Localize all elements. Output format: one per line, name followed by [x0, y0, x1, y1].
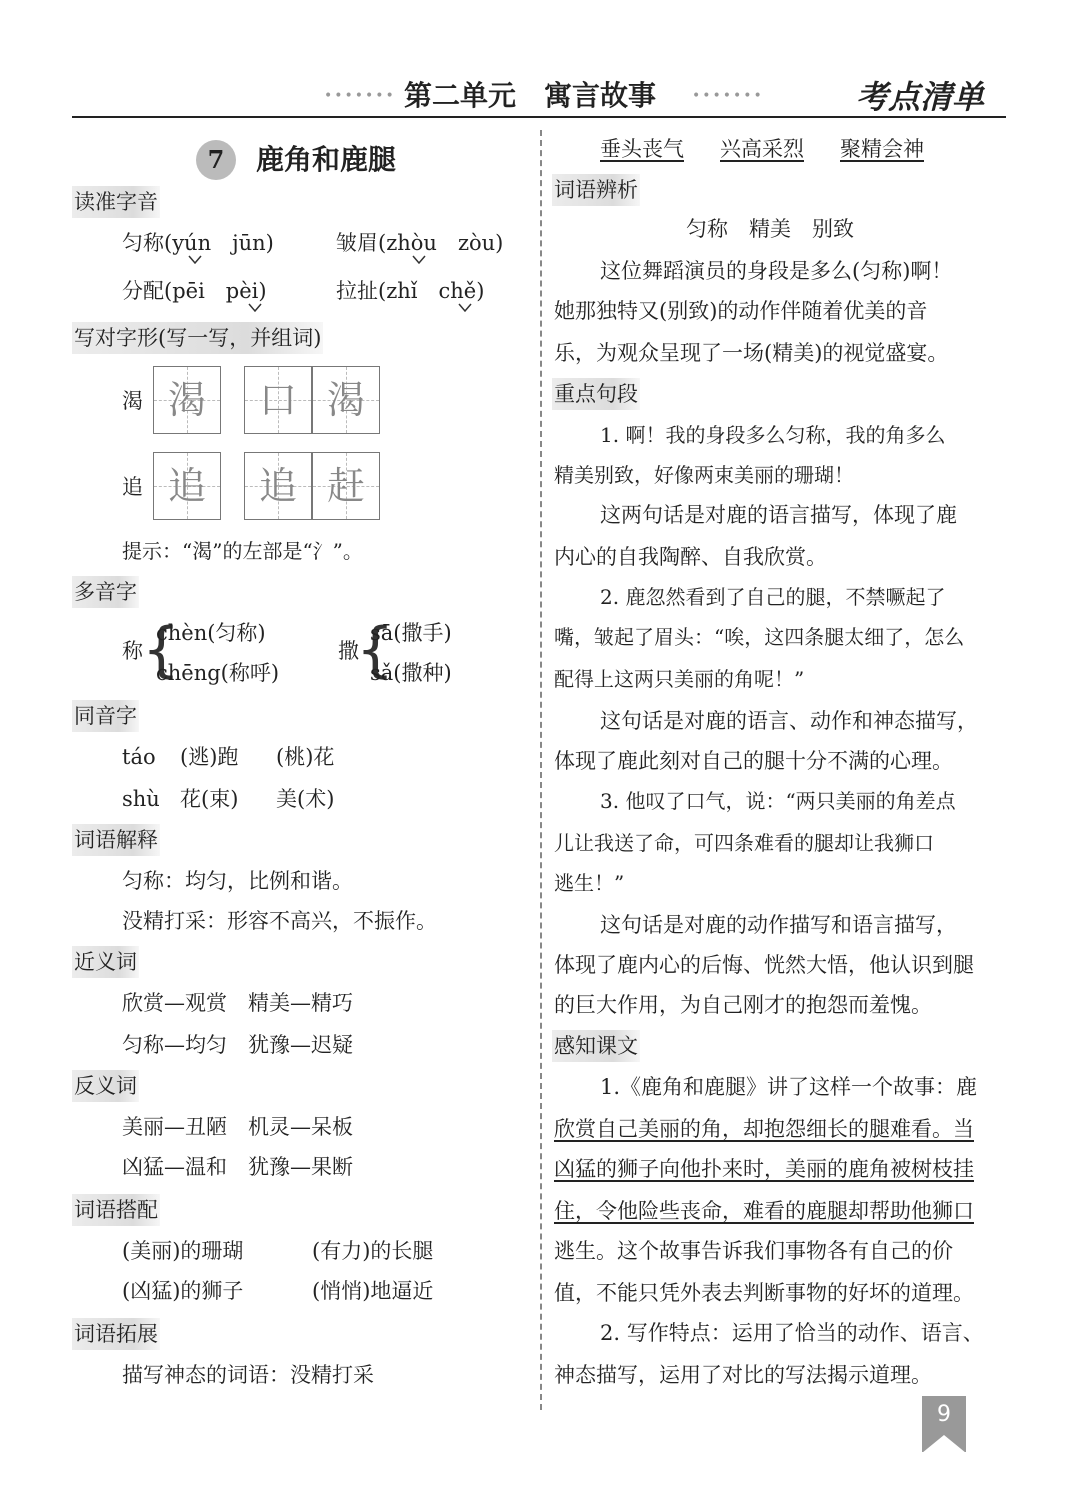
polyphone-char: 称: [122, 639, 143, 663]
collocation-item: (悄悄)地逼近: [312, 1279, 434, 1303]
unit-title: 第二单元 寓言故事: [404, 79, 657, 112]
header-dots-left: •••••••: [324, 88, 396, 104]
brace-icon: {: [142, 615, 181, 685]
pinyin-row: 皱眉(zhòu zòu): [336, 231, 504, 255]
antonym-line: 美丽—丑陋 机灵—呆板: [122, 1115, 353, 1139]
practice-char: 追: [122, 475, 143, 499]
pinyin-row: 拉扯(zhǐ chě): [336, 279, 485, 303]
analysis-line: 体现了鹿此刻对自己的腿十分不满的心理。: [554, 749, 953, 773]
collocation-item: (有力)的长腿: [312, 1239, 434, 1263]
paragraph-line: 乐，为观众呈现了一场(精美)的视觉盛宴。: [554, 341, 949, 365]
summary-line: 2. 写作特点：运用了恰当的动作、语言、: [600, 1321, 984, 1345]
section-antonyms: 反义词: [72, 1070, 139, 1102]
top-word: 兴高采烈: [720, 137, 804, 161]
analysis-line: 体现了鹿内心的后悔、恍然大悟，他认识到腿: [554, 953, 974, 977]
quote-line: 嘴，皱起了眉头：“唉，这四条腿太细了，怎么: [554, 625, 965, 649]
homophone-word: (逃)跑: [180, 745, 239, 769]
summary-line: 凶猛的狮子向他扑来时，美丽的鹿角被树枝挂: [554, 1157, 974, 1181]
paragraph-line: 她那独特又(别致)的动作伴随着优美的音: [554, 299, 928, 323]
polyphone-char: 撒: [338, 639, 359, 663]
section-key-sentences: 重点句段: [552, 378, 640, 410]
explanation-line: 匀称：均匀，比例和谐。: [122, 869, 353, 893]
section-pronunciation: 读准字音: [72, 186, 160, 218]
homophone-pinyin: táo: [122, 745, 156, 769]
page-number-tab: [922, 1396, 966, 1452]
writing-grid-cell: 赶: [312, 452, 380, 520]
section-collocation: 词语搭配: [72, 1194, 160, 1226]
brace-icon: {: [356, 615, 395, 685]
polyphone-reading: sā(撒手): [370, 621, 452, 645]
synonym-line: 欣赏—观赏 精美—精巧: [122, 991, 353, 1015]
check-mark-icon: [188, 254, 202, 264]
column-divider: [540, 130, 542, 1410]
quote-line: 3. 他叹了口气，说：“两只美丽的角差点: [600, 789, 956, 813]
antonym-line: 凶猛—温和 犹豫—果断: [122, 1155, 353, 1179]
writing-grid-cell: 追: [153, 452, 221, 520]
pinyin-row: 匀称(yún jūn): [122, 231, 274, 255]
section-word-extension: 词语拓展: [72, 1318, 160, 1350]
hint-text: 提示：“渴”的左部是“氵”。: [122, 539, 363, 563]
quote-line: 儿让我送了命，可四条难看的腿却让我狮口: [554, 831, 934, 855]
analysis-line: 这句话是对鹿的动作描写和语言描写，: [600, 913, 957, 937]
homophone-pinyin: shù: [122, 787, 160, 811]
summary-line: 1.《鹿角和鹿腿》讲了这样一个故事：鹿: [600, 1075, 978, 1099]
paragraph-line: 这位舞蹈演员的身段是多么(匀称)啊！: [600, 259, 953, 283]
polyphone-reading: chèn(匀称): [156, 621, 266, 645]
check-mark-icon: [248, 302, 262, 312]
section-polyphone: 多音字: [72, 576, 139, 608]
section-synonyms: 近义词: [72, 946, 139, 978]
quote-line: 逃生！”: [554, 871, 625, 895]
pinyin-row: 分配(pēi pèi): [122, 279, 267, 303]
top-word: 聚精会神: [840, 137, 924, 161]
homophone-word: (桃)花: [276, 745, 335, 769]
section-homophone: 同音字: [72, 700, 139, 732]
section-text-perception: 感知课文: [552, 1030, 640, 1062]
check-mark-icon: [412, 254, 426, 264]
lesson-title: 鹿角和鹿腿: [256, 143, 397, 176]
summary-line: 逃生。这个故事告诉我们事物各有自己的价: [554, 1239, 953, 1263]
polyphone-reading: chēng(称呼): [156, 661, 280, 685]
header-dots-right: •••••••: [692, 88, 764, 104]
synonym-line: 匀称—均匀 犹豫—迟疑: [122, 1033, 353, 1057]
page-header: [0, 60, 1080, 120]
polyphone-reading: sǎ(撒种): [370, 661, 452, 685]
section-word-discrimination: 词语辨析: [552, 174, 640, 206]
extension-line: 描写神态的词语：没精打采: [122, 1363, 374, 1387]
section-glyph-writing: 写对字形(写一写，并组词): [72, 322, 323, 354]
page-number: 9: [937, 1402, 951, 1427]
section-word-explanation: 词语解释: [72, 824, 160, 856]
summary-line: 欣赏自己美丽的角，却抱怨细长的腿难看。当: [554, 1117, 974, 1141]
lesson-number: 7: [196, 140, 236, 180]
summary-line: 值，不能只凭外表去判断事物的好坏的道理。: [554, 1281, 974, 1305]
analysis-line: 这句话是对鹿的语言、动作和神态描写，: [600, 709, 978, 733]
writing-grid-cell: 口: [244, 366, 312, 434]
homophone-word: 美(术): [276, 787, 335, 811]
collocation-item: (凶猛)的狮子: [122, 1279, 244, 1303]
practice-char: 渴: [122, 389, 143, 413]
quote-line: 1. 啊！我的身段多么匀称，我的角多么: [600, 423, 946, 447]
collocation-item: (美丽)的珊瑚: [122, 1239, 244, 1263]
discrimination-words: 匀称 精美 别致: [686, 217, 854, 241]
writing-grid-cell: 追: [244, 452, 312, 520]
homophone-word: 花(束): [180, 787, 239, 811]
section-tag: 考点清单: [856, 78, 985, 116]
quote-line: 精美别致，好像两束美丽的珊瑚！: [554, 463, 854, 487]
check-mark-icon: [458, 302, 472, 312]
header-rule: [72, 116, 1006, 118]
quote-line: 2. 鹿忽然看到了自己的腿，不禁噘起了: [600, 585, 946, 609]
top-word: 垂头丧气: [600, 137, 684, 161]
analysis-line: 这两句话是对鹿的语言描写，体现了鹿: [600, 503, 957, 527]
analysis-line: 内心的自我陶醉、自我欣赏。: [554, 545, 827, 569]
writing-grid-cell: 渴: [153, 366, 221, 434]
analysis-line: 的巨大作用，为自己刚才的抱怨而羞愧。: [554, 993, 932, 1017]
quote-line: 配得上这两只美丽的角呢！”: [554, 667, 805, 691]
summary-line: 住，令他险些丧命，难看的鹿腿却帮助他狮口: [554, 1199, 974, 1223]
explanation-line: 没精打采：形容不高兴，不振作。: [122, 909, 437, 933]
summary-line: 神态描写，运用了对比的写法揭示道理。: [554, 1363, 932, 1387]
writing-grid-cell: 渴: [312, 366, 380, 434]
